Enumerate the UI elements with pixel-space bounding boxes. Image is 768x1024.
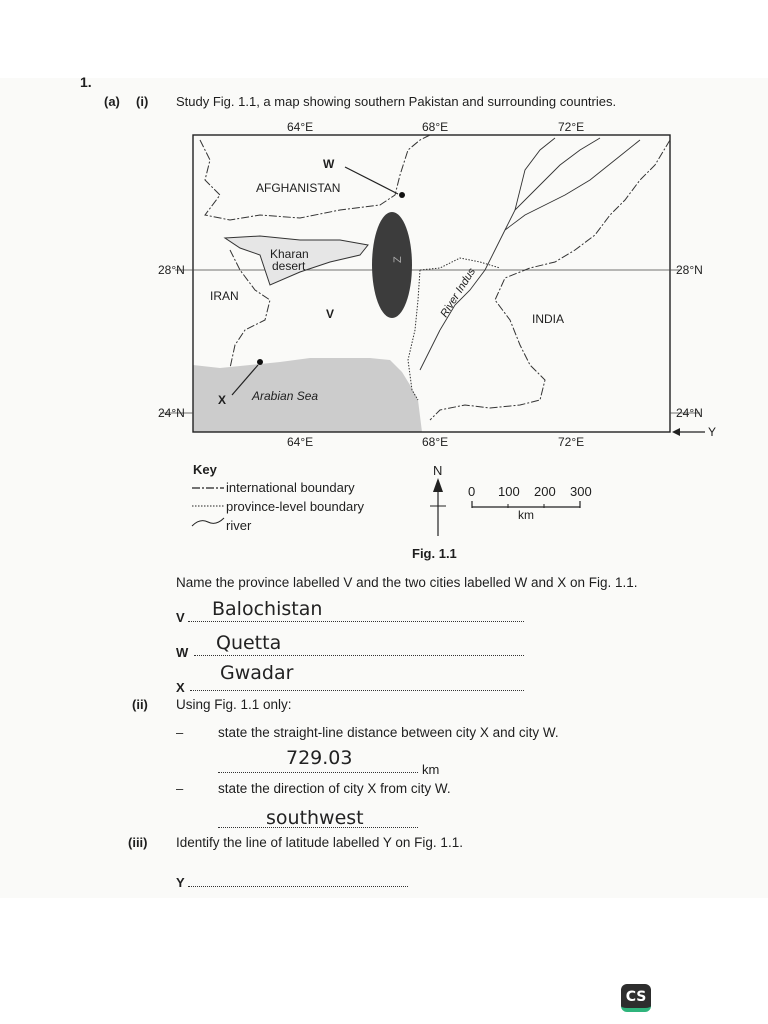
label-desert: desert [272,259,306,273]
key-river-line [192,518,224,526]
scale-tick-300: 300 [570,484,592,499]
label-kharan: Kharan [270,247,309,261]
part-ii-question-2: state the direction of city X from city W. [218,781,451,796]
part-iii-text: Identify the line of latitude labelled Y on Fig. 1.1. [176,835,463,850]
question-number: 1. [80,74,92,90]
lon-label-top-64: 64°E [287,120,314,134]
part-ii-text: Using Fig. 1.1 only: [176,697,292,712]
lon-label-top-72: 72°E [558,120,585,134]
international-boundary [200,135,430,220]
label-w: W [323,157,335,171]
answer-y-label: Y [176,875,185,890]
bullet-2: – [176,781,184,796]
figure-caption: Fig. 1.1 [412,546,457,561]
key-item-international: international boundary [226,480,355,495]
part-ii-question-1: state the straight-line distance between city X and city W. [218,725,559,740]
city-w-dot [399,192,405,198]
river-tributary-2 [515,138,555,210]
key-item-province: province-level boundary [226,499,365,514]
z-region [372,212,412,318]
distance-answer-line [218,772,418,773]
label-arabian-sea: Arabian Sea [252,389,319,403]
label-z: Z [392,256,404,263]
answer-x-label: X [176,680,185,695]
distance-unit: km [422,762,440,777]
lon-label-bottom-72: 72°E [558,435,585,449]
city-x-dot [257,359,263,365]
key-symbols [190,482,226,532]
answer-x-line [190,690,524,691]
label-y: Y [708,425,717,439]
lat-label-left-28: 28°N [158,263,185,277]
answer-v-label: V [176,610,185,625]
part-ii-label: (ii) [132,697,148,712]
answer-w-line [194,655,524,656]
part-i-label: (i) [136,94,149,109]
lon-label-bottom-68: 68°E [422,435,449,449]
label-india: INDIA [532,312,565,326]
bullet-1: – [176,725,184,740]
answer-v-value[interactable]: Balochistan [212,598,323,620]
lon-label-bottom-64: 64°E [287,435,314,449]
lat-label-right-24: 24°N [676,406,703,420]
camscanner-logo: CS [621,984,651,1012]
lon-label-top-68: 68°E [422,120,449,134]
label-x: X [218,393,227,407]
key-item-river: river [226,518,252,533]
north-arrow-icon [428,478,448,538]
province-boundary [408,258,500,400]
city-w-pointer [345,167,398,194]
y-arrow-head [672,428,680,436]
answer-w-value[interactable]: Quetta [216,632,282,654]
label-v: V [326,307,335,321]
scale-tick-200: 200 [534,484,556,499]
scale-unit: km [518,508,534,522]
intro-text: Study Fig. 1.1, a map showing southern Pakistan and surrounding countries. [176,94,617,109]
scale-tick-0: 0 [468,484,476,499]
river-tributary-1 [505,140,640,230]
direction-answer-value[interactable]: southwest [266,807,364,829]
scale-tick-100: 100 [498,484,520,499]
question-i-text: Name the province labelled V and the two cities labelled W and X on Fig. 1.1. [176,575,638,590]
label-river-indus: River Indus [438,266,479,320]
river-tributary-3 [420,330,440,370]
part-iii-label: (iii) [128,835,148,850]
lat-label-right-28: 28°N [676,263,703,277]
label-iran: IRAN [210,289,239,303]
label-afghanistan: AFGHANISTAN [256,181,341,195]
key-title: Key [193,462,217,477]
river-indus [440,138,600,330]
answer-y-line[interactable] [188,886,408,887]
answer-w-label: W [176,645,189,660]
part-a-label: (a) [104,94,120,109]
distance-answer-value[interactable]: 729.03 [286,747,353,769]
answer-v-line [188,621,524,622]
lat-label-left-24: 24°N [158,406,185,420]
compass-n-label: N [433,463,443,478]
answer-x-value[interactable]: Gwadar [220,662,294,684]
southern-pakistan-map [150,115,740,460]
